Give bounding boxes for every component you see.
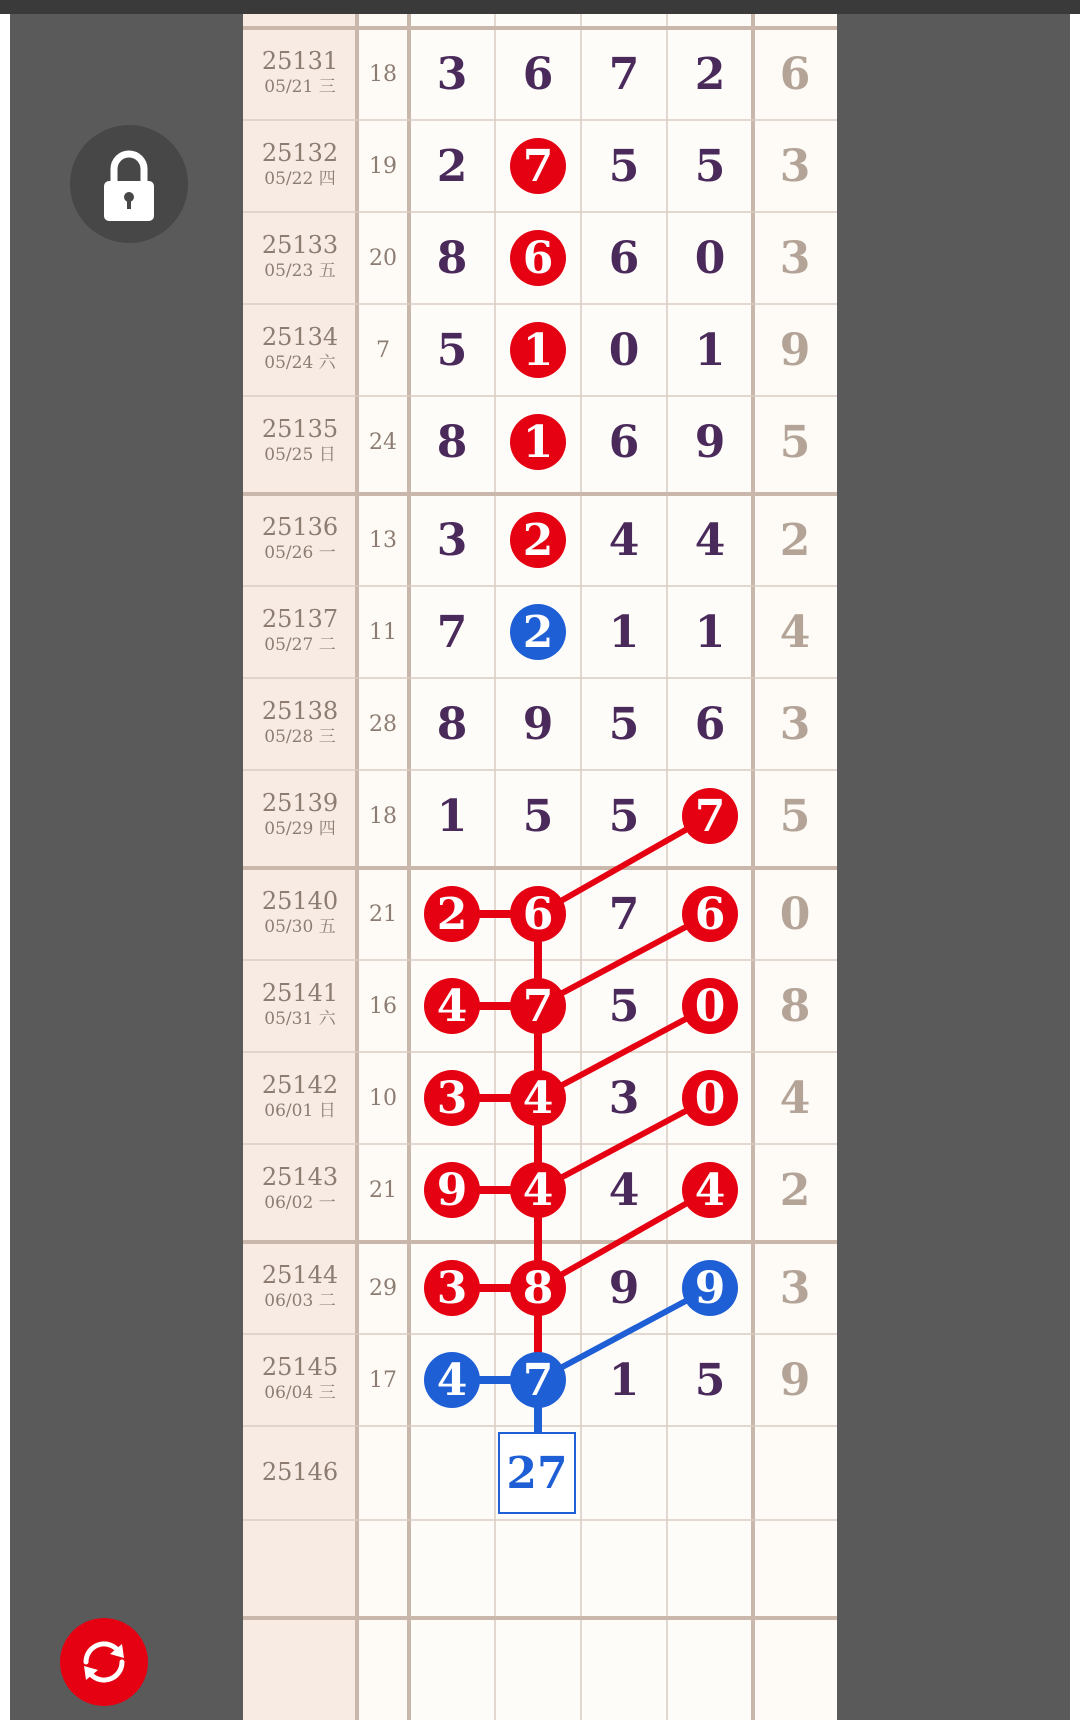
last-digit-cell: 5	[779, 790, 811, 842]
issue-date: 05/24 六	[264, 353, 336, 373]
issue-number: 25134	[261, 323, 339, 351]
issue-date: 05/28 三	[264, 727, 336, 747]
sum-cell: 18	[369, 803, 397, 829]
digit-cell: 8	[436, 416, 468, 468]
status-bar	[0, 0, 1080, 14]
right-panel	[837, 14, 1070, 1720]
sum-cell: 13	[369, 527, 397, 553]
issue-date: 05/22 四	[264, 169, 336, 189]
digit-cell: 2	[436, 140, 468, 192]
digit-cell: 5	[694, 1354, 726, 1406]
digit-cell: 1	[694, 606, 726, 658]
digit-cell: 4	[694, 1164, 726, 1216]
issue-date: 05/29 四	[264, 819, 336, 839]
issue-date: 06/04 三	[264, 1383, 336, 1403]
issue-date: 05/27 二	[264, 635, 336, 655]
digit-cell: 6	[522, 232, 554, 284]
sum-cell: 18	[369, 61, 397, 87]
digit-cell: 5	[522, 790, 554, 842]
sum-cell: 17	[369, 1367, 397, 1393]
issue-date: 05/21 三	[264, 77, 336, 97]
last-digit-cell: 3	[779, 698, 811, 750]
digit-cell: 1	[694, 324, 726, 376]
issue-number: 25140	[261, 887, 339, 915]
issue-date: 05/25 日	[264, 445, 336, 465]
issue-cell	[243, 868, 357, 960]
digit-cell: 9	[694, 416, 726, 468]
issue-number: 25142	[261, 1071, 339, 1099]
last-digit-cell: 2	[779, 1164, 811, 1216]
issue-number: 25132	[261, 139, 339, 167]
digit-cell: 3	[608, 1072, 640, 1124]
issue-cell	[243, 304, 357, 396]
sum-cell: 28	[369, 711, 397, 737]
issue-cell	[243, 28, 357, 120]
digit-cell: 5	[608, 790, 640, 842]
digit-cell: 4	[608, 1164, 640, 1216]
lock-button[interactable]	[70, 125, 188, 243]
issue-cell	[243, 1052, 357, 1144]
issue-number: 25135	[261, 415, 339, 443]
digit-cell: 3	[436, 48, 468, 100]
issue-cell	[243, 212, 357, 304]
digit-cell: 7	[694, 790, 726, 842]
issue-number: 25141	[261, 979, 339, 1007]
sum-cell: 10	[369, 1085, 397, 1111]
digit-cell: 2	[436, 888, 468, 940]
issue-date: 06/01 日	[264, 1101, 336, 1121]
issue-date: 05/30 五	[264, 917, 336, 937]
digit-cell: 2	[522, 514, 554, 566]
last-digit-cell: 4	[779, 1072, 811, 1124]
issue-date: 06/02 一	[264, 1193, 336, 1213]
digit-cell: 7	[522, 980, 554, 1032]
digit-cell: 8	[436, 698, 468, 750]
digit-cell: 6	[694, 698, 726, 750]
issue-number: 25143	[261, 1163, 339, 1191]
issue-number: 25144	[261, 1261, 339, 1289]
issue-date: 05/23 五	[264, 261, 336, 281]
sum-cell: 24	[369, 429, 397, 455]
issue-cell	[243, 1144, 357, 1236]
issue-number: 25139	[261, 789, 339, 817]
digit-cell: 7	[522, 1354, 554, 1406]
digit-cell: 7	[522, 140, 554, 192]
digit-cell: 5	[436, 324, 468, 376]
digit-cell: 5	[608, 698, 640, 750]
lock-icon	[70, 125, 188, 243]
digit-cell: 4	[436, 1354, 468, 1406]
issue-cell	[243, 586, 357, 678]
digit-cell: 0	[608, 324, 640, 376]
digit-cell: 3	[436, 1262, 468, 1314]
sum-cell: 16	[369, 993, 397, 1019]
digit-cell: 5	[608, 980, 640, 1032]
digit-cell: 0	[694, 980, 726, 1032]
lottery-trend-table	[243, 14, 837, 1720]
last-digit-cell: 2	[779, 514, 811, 566]
digit-cell: 8	[436, 232, 468, 284]
last-digit-cell: 4	[779, 606, 811, 658]
refresh-icon	[60, 1618, 148, 1706]
digit-cell: 6	[522, 888, 554, 940]
sum-cell: 19	[369, 153, 397, 179]
issue-date: 06/03 二	[264, 1291, 336, 1311]
last-digit-cell: 8	[779, 980, 811, 1032]
sum-cell: 29	[369, 1275, 397, 1301]
digit-cell: 3	[436, 514, 468, 566]
issue-number: 25137	[261, 605, 339, 633]
digit-cell: 7	[608, 888, 640, 940]
issue-cell	[243, 120, 357, 212]
digit-cell: 5	[694, 140, 726, 192]
digit-cell: 4	[694, 514, 726, 566]
digit-cell: 6	[694, 888, 726, 940]
next-issue-cell: 25146	[261, 1458, 339, 1486]
digit-cell: 7	[608, 48, 640, 100]
digit-cell: 8	[522, 1262, 554, 1314]
digit-cell: 1	[608, 1354, 640, 1406]
last-digit-cell: 6	[779, 48, 811, 100]
issue-cell	[243, 960, 357, 1052]
digit-cell: 1	[522, 324, 554, 376]
digit-cell: 0	[694, 1072, 726, 1124]
digit-cell: 6	[608, 232, 640, 284]
digit-cell: 5	[608, 140, 640, 192]
digit-cell: 0	[694, 232, 726, 284]
last-digit-cell: 3	[779, 1262, 811, 1314]
digit-cell: 4	[522, 1072, 554, 1124]
digit-cell: 9	[694, 1262, 726, 1314]
sum-cell: 11	[369, 619, 397, 645]
last-digit-cell: 5	[779, 416, 811, 468]
digit-cell: 2	[522, 606, 554, 658]
issue-number: 25136	[261, 513, 339, 541]
digit-cell: 1	[522, 416, 554, 468]
digit-cell: 9	[608, 1262, 640, 1314]
digit-cell: 4	[436, 980, 468, 1032]
digit-cell: 3	[436, 1072, 468, 1124]
refresh-button[interactable]	[60, 1618, 148, 1706]
digit-cell: 9	[522, 698, 554, 750]
issue-cell	[243, 494, 357, 586]
last-digit-cell: 3	[779, 140, 811, 192]
digit-cell: 6	[522, 48, 554, 100]
digit-cell: 6	[608, 416, 640, 468]
prediction-box: 27	[498, 1432, 576, 1514]
digit-cell: 2	[694, 48, 726, 100]
last-digit-cell: 9	[779, 1354, 811, 1406]
issue-cell	[243, 1334, 357, 1426]
digit-cell: 4	[522, 1164, 554, 1216]
right-edge	[1070, 14, 1080, 1720]
digit-cell: 1	[608, 606, 640, 658]
digit-cell: 7	[436, 606, 468, 658]
digit-cell: 4	[608, 514, 640, 566]
sum-cell: 21	[369, 901, 397, 927]
issue-number: 25145	[261, 1353, 339, 1381]
issue-cell	[243, 1242, 357, 1334]
last-digit-cell: 0	[779, 888, 811, 940]
issue-date: 05/31 六	[264, 1009, 336, 1029]
last-digit-cell: 3	[779, 232, 811, 284]
digit-cell: 1	[436, 790, 468, 842]
left-panel	[10, 14, 243, 1720]
digit-cell: 9	[436, 1164, 468, 1216]
issue-cell	[243, 678, 357, 770]
issue-cell	[243, 770, 357, 862]
issue-number: 25131	[261, 47, 339, 75]
issue-date: 05/26 一	[264, 543, 336, 563]
sum-cell: 20	[369, 245, 397, 271]
issue-number: 25138	[261, 697, 339, 725]
issue-cell	[243, 396, 357, 488]
last-digit-cell: 9	[779, 324, 811, 376]
sum-cell: 21	[369, 1177, 397, 1203]
sum-cell: 7	[376, 337, 390, 363]
issue-number: 25133	[261, 231, 339, 259]
